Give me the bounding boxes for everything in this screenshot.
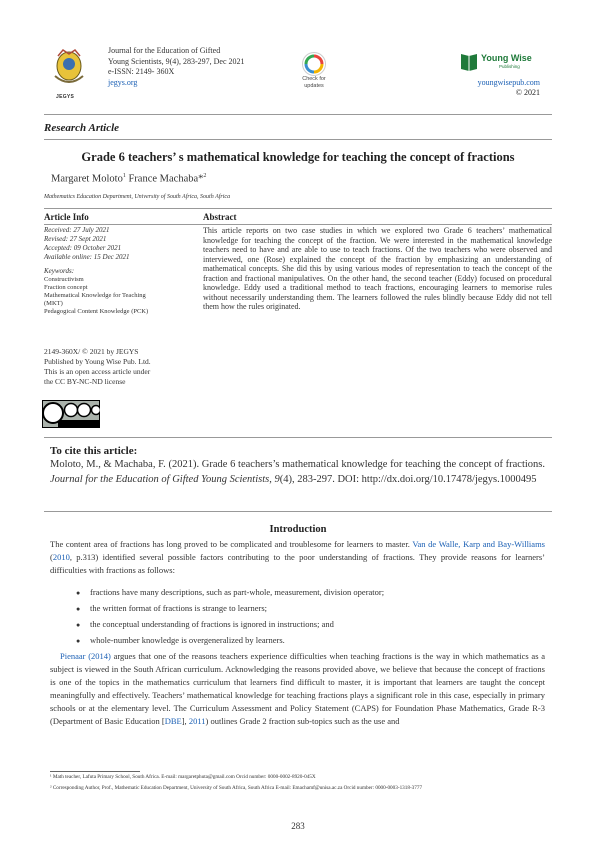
publisher-name: Young Wise	[481, 53, 532, 63]
intro-paragraph-2	[50, 650, 545, 728]
bullet-icon: ●	[76, 605, 81, 613]
received-date: Received: 27 July 2021	[44, 226, 110, 234]
cite-bottom-divider	[44, 511, 552, 512]
citation-link[interactable]: 2011	[188, 716, 206, 726]
license-line: This is an open access article under	[44, 367, 151, 376]
citation-volume: 9	[274, 474, 280, 485]
journal-eissn: e-ISSN: 2149- 360X	[108, 67, 175, 76]
author-1: Margaret Moloto	[51, 173, 123, 185]
check-for-updates-button[interactable]	[294, 52, 334, 94]
bullet-icon: ●	[76, 621, 81, 629]
intro-paragraph-1	[50, 538, 545, 577]
p2-text: argues that one of the reasons teachers experience difficulties when teaching fractions is the way in which mathematics as a subject is viewed in the South African curriculum. Acknowledging the reasons provided above, we believe that because the concept of fractions is one of the topics in the mathematics curriculum that learners find difficult to master, it is important that learners are taught the concept meaningfully and effectively. Teachers’ mathematical knowledge for teaching fractions plays a significant role in this case, especially in primary schools or at the elementary level. The Curriculum Assessment and Policy Statement (CAPS) for Foundation Phase Mathematics, Grade R-3 (Department of Basic Education [	[50, 651, 545, 726]
citation-authors: Moloto, M., & Machaba, F. (2021). Grade 6 teachers’s mathematical knowledge for teaching the concept of fractions.	[50, 459, 545, 470]
journal-name: Journal for the Education of Gifted	[108, 46, 221, 55]
keyword: (MKT)	[44, 300, 63, 307]
introduction-heading: Introduction	[269, 524, 327, 535]
info-head-divider	[44, 224, 552, 225]
check-label-1: Check for	[302, 76, 326, 82]
citation-link[interactable]: Pienaar (2014)	[60, 651, 111, 661]
journal-logo	[50, 46, 88, 98]
p1-text: The content area of fractions has long proved to be complicated and troublesome for learners to master.	[50, 539, 413, 549]
page-number: 283	[291, 821, 305, 831]
keyword: Fraction concept	[44, 284, 88, 291]
list-item-text: the conceptual understanding of fractions is ignored in instructions; and	[90, 619, 334, 629]
journal-url-link[interactable]: jegys.org	[108, 77, 138, 87]
publisher-info	[478, 78, 540, 97]
author-2: France Machaba*	[128, 173, 204, 185]
citation	[50, 457, 545, 487]
p2-text: ) outlines Grade 2 fraction sub-topics such as the use and	[205, 716, 400, 726]
bullet-list	[76, 585, 384, 649]
accepted-date: Accepted: 09 October 2021	[44, 244, 122, 252]
article-title: Grade 6 teachers’ s mathematical knowledge for teaching the concept of fractions	[81, 150, 515, 164]
list-item	[76, 633, 384, 649]
bullet-icon: ●	[76, 589, 81, 597]
bullet-icon: ●	[76, 637, 81, 645]
keywords-title: Keywords:	[44, 267, 75, 275]
publisher-year: © 2021	[515, 87, 540, 97]
list-item	[76, 585, 384, 601]
publisher-logo	[459, 50, 543, 74]
citation-doi: (4), 283-297. DOI: http://dx.doi.org/10.17478/jegys.1000495	[279, 474, 537, 485]
p1-text: (	[50, 552, 53, 562]
citation-link[interactable]: 2010	[52, 552, 70, 562]
online-date: Available online: 15 Dec 2021	[44, 253, 130, 261]
publisher-sub: Publishing	[499, 64, 520, 69]
journal-info	[108, 46, 245, 88]
keyword: Pedagogical Content Knowledge (PCK)	[44, 308, 149, 315]
affiliation: Mathematics Education Department, University of South Africa, South Africa	[44, 194, 231, 200]
abstract-text: This article reports on two case studies in which we explored two Grade 6 teachers’ mathematical knowledge for teaching the concept of the fraction. We were interested in the mathematical knowledge teachers need to have and are able to use to teach fractions. Of the two teachers who were observed and interviewed, one (Rose) explained the concept of the fraction by emphasizing an understanding of mathematical concepts. She did this by using various modes of representation to teach the concept of the fraction and fractional manipulatives. On the other hand, the second teacher (Eddy) focused on procedural knowledge. Eddy used a traditional method to teach fractions, encouraging learners to memorise rules without necessarily understanding them. The learners followed the rules blindly because Eddy did not tell them how the rules originated.	[203, 226, 552, 312]
abstract-heading: Abstract	[203, 212, 237, 222]
journal-logo-text: JEGYS	[56, 94, 75, 100]
info-top-divider	[44, 208, 552, 209]
type-divider	[44, 139, 552, 140]
check-updates-icon	[302, 52, 326, 76]
list-item	[76, 601, 384, 617]
license-line: 2149-360X/ © 2021 by JEGYS	[44, 347, 139, 356]
cite-heading: To cite this article:	[50, 445, 138, 457]
keyword: Constructivism	[44, 276, 84, 283]
list-item-text: fractions have many descriptions, such as part-whole, measurement, division operator;	[90, 587, 385, 597]
list-item-text: whole-number knowledge is overgeneralized by learners.	[90, 635, 285, 645]
journal-volume: Young Scientists, 9(4), 283-297, Dec 2021	[108, 56, 245, 66]
check-label-2: updates	[304, 83, 324, 89]
revised-date: Revised: 27 Sept 2021	[44, 235, 107, 243]
license-info	[44, 347, 194, 387]
p1-text: , p.313) identified several possible factors contributing to the poor understanding of fractions. They provide reasons for learners’ difficulties with fractions as follows:	[50, 552, 545, 575]
citation-link[interactable]: Van de Walle, Karp and Bay-Williams	[412, 539, 545, 549]
abstract-bottom-divider	[44, 437, 552, 438]
citation-link[interactable]: DBE	[164, 716, 182, 726]
article-type: Research Article	[44, 122, 120, 134]
cc-license-icon[interactable]	[42, 400, 100, 428]
authors	[51, 173, 206, 185]
author-1-sup: 1	[122, 173, 126, 179]
citation-journal: Journal for the Education of Gifted Young Scientists	[50, 474, 270, 485]
citation-sep: ,	[269, 474, 275, 485]
article-info	[44, 226, 194, 316]
book-icon	[459, 50, 479, 72]
keyword: Mathematical Knowledge for Teaching	[44, 292, 146, 299]
license-line: Published by Young Wise Pub. Ltd.	[44, 357, 151, 366]
footnote-2: ² Corresponding Author, Prof., Mathematic Education Department, University of South Africa, South Africa E-mail: Emachamf@unisa.ac.za Orcid number: 0000-0003-1318-3777	[50, 785, 423, 791]
footnote-1: ¹ Math teacher, Lafuta Primary School, South Africa. E-mail: margaretphuta@gmail.com Orcid number: 0000-0002-8920-045X	[50, 774, 316, 780]
license-line: the CC BY-NC-ND license	[44, 377, 126, 386]
article-info-heading: Article Info	[44, 212, 89, 222]
publisher-url-link[interactable]: youngwisepub.com	[477, 78, 540, 87]
p2-text: ],	[181, 716, 189, 726]
header-divider	[44, 114, 552, 115]
author-2-sup: 2	[203, 173, 207, 179]
footnote-divider	[50, 771, 140, 772]
list-item	[76, 617, 384, 633]
list-item-text: the written format of fractions is strange to learners;	[90, 603, 268, 613]
